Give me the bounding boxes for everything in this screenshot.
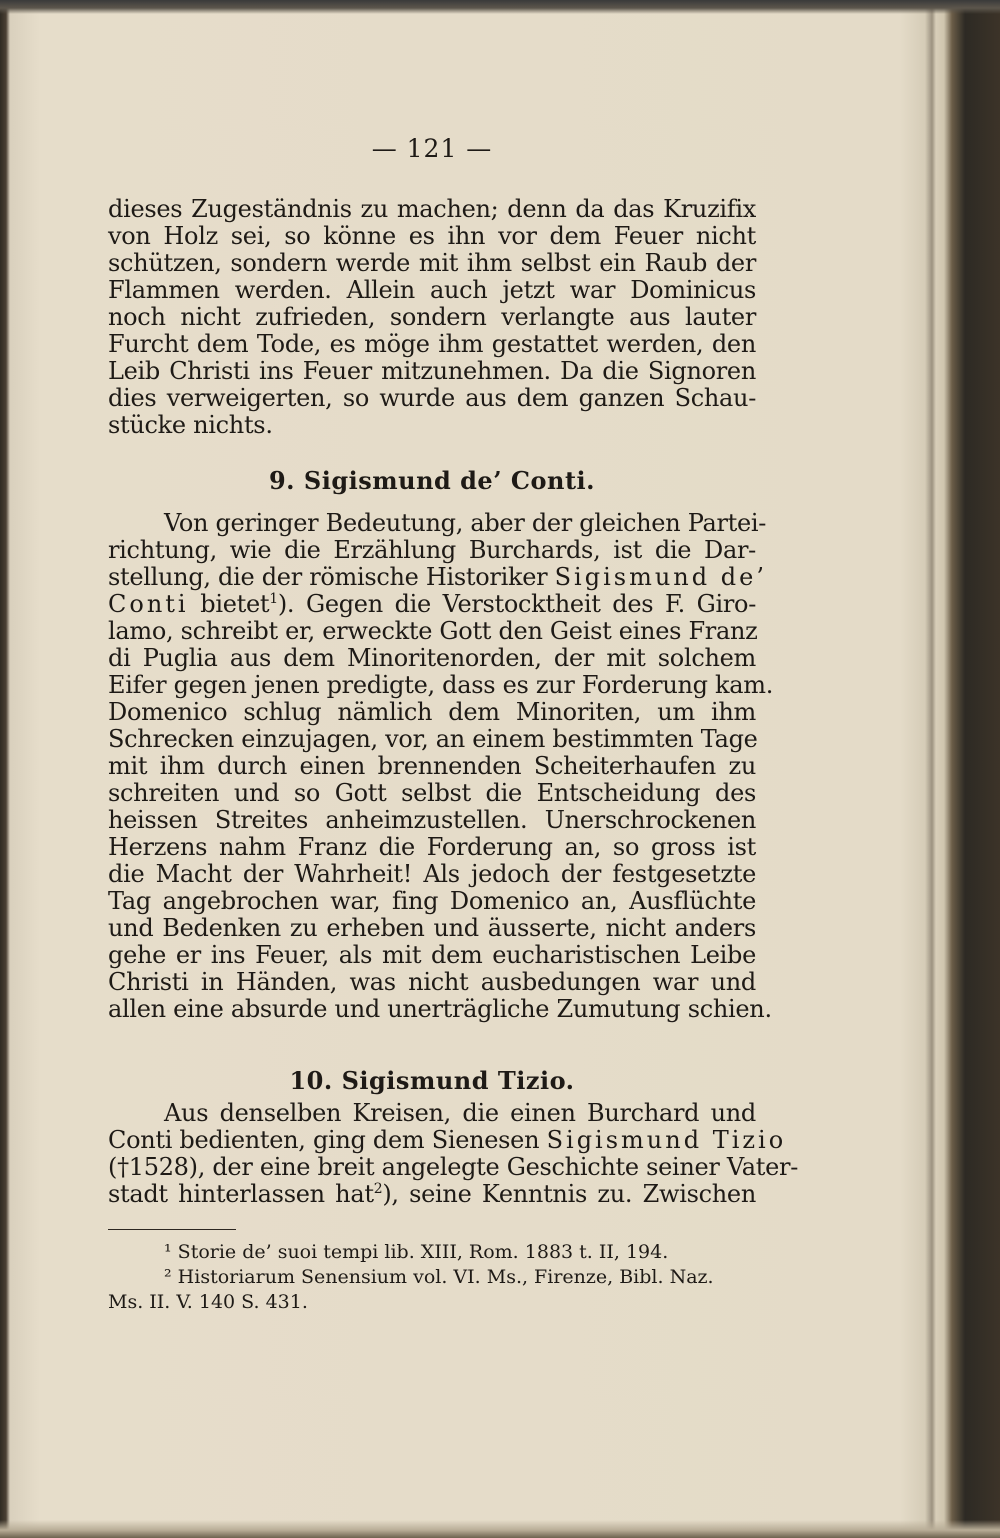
text-line xyxy=(108,1181,756,1208)
text-line: gehe er ins Feuer, als mit dem eucharistischen Leibe xyxy=(108,941,756,969)
text-line: Domenico schlug nämlich dem Minoriten, um ihm xyxy=(108,698,756,726)
text-run: ). Gegen die Verstocktheit des F. Giro- xyxy=(277,590,756,618)
footnote-text: Historiarum Senensium vol. VI. Ms., Firenze, Bibl. Naz. xyxy=(177,1266,714,1288)
footnote-divider xyxy=(108,1229,236,1230)
text-line: Flammen werden. Allein auch jetzt war Dominicus xyxy=(108,276,756,304)
text-line: Von geringer Bedeutung, aber der gleichen Partei- xyxy=(164,509,767,537)
spaced-name: Sigismund Tizio xyxy=(546,1126,787,1154)
text-line: lamo, schreibt er, erweckte Gott den Geist eines Franz xyxy=(108,617,758,645)
text-run: Conti bedienten, ging dem Sienesen xyxy=(108,1126,547,1154)
paragraph-tizio xyxy=(108,1099,799,1208)
text-run: stadt hinterlassen hat xyxy=(108,1180,374,1208)
text-line: Christi in Händen, was nicht ausbedungen war und xyxy=(108,968,756,996)
text-line: die Macht der Wahrheit! Als jedoch der festgesetzte xyxy=(108,860,756,888)
section-heading-9: 9. Sigismund de’ Conti. xyxy=(268,466,596,495)
footnote-mark: ² xyxy=(164,1266,172,1288)
text-line: (†1528), der eine breit angelegte Geschichte seiner Vater- xyxy=(108,1153,799,1181)
text-line: di Puglia aus dem Minoritenorden, der mit solchem xyxy=(108,644,756,672)
section-heading-10: 10. Sigismund Tizio. xyxy=(289,1066,575,1095)
page-top-edge xyxy=(0,0,1000,14)
text-line: richtung, wie die Erzählung Burchards, ist die Dar- xyxy=(108,536,756,564)
text-line: stücke nichts. xyxy=(108,411,273,439)
footnote-2 xyxy=(108,1265,756,1289)
text-line: dieses Zugeständnis zu machen; denn da das Kruzifix xyxy=(108,195,756,223)
text-line: mit ihm durch einen brennenden Scheiterhaufen zu xyxy=(108,752,756,780)
footnote-mark: ¹ xyxy=(164,1241,172,1263)
text-line: noch nicht zufrieden, sondern verlangte aus lauter xyxy=(108,303,756,331)
text-run: stellung, die der römische Historiker xyxy=(108,563,555,591)
text-line xyxy=(108,1126,787,1154)
page-bottom-edge xyxy=(0,1520,1000,1538)
text-line: heissen Streites anheimzustellen. Unerschrockenen xyxy=(108,806,756,834)
text-line xyxy=(108,591,756,618)
page-number: — 121 — xyxy=(371,134,493,163)
text-line: Eifer gegen jenen predigte, dass es zur Forderung kam. xyxy=(108,671,774,699)
footnote-2-continuation: Ms. II. V. 140 S. 431. xyxy=(108,1291,308,1313)
text-line: Schrecken einzujagen, vor, an einem bestimmten Tage xyxy=(108,725,758,753)
text-line xyxy=(108,563,767,591)
text-line: von Holz sei, so könne es ihn vor dem Feuer nicht xyxy=(108,222,756,250)
text-line: Tag angebrochen war, fing Domenico an, Ausflüchte xyxy=(108,887,756,915)
text-run: ), seine Kenntnis zu. Zwischen xyxy=(382,1180,756,1208)
spaced-name: Conti xyxy=(108,590,189,618)
text-line: und Bedenken zu erheben und äusserte, nicht anders xyxy=(108,914,756,942)
footnote-text: Storie de’ suoi tempi lib. XIII, Rom. 1883 t. II, 194. xyxy=(177,1241,669,1263)
text-line: Herzens nahm Franz die Forderung an, so gross ist xyxy=(108,833,756,861)
paragraph-conti xyxy=(108,509,774,1023)
text-line: Leib Christi ins Feuer mitzunehmen. Da die Signoren xyxy=(108,357,756,385)
text-run: bietet xyxy=(188,590,270,618)
text-line: Furcht dem Tode, es möge ihm gestattet werden, den xyxy=(108,330,756,358)
text-line: schützen, sondern werde mit ihm selbst ein Raub der xyxy=(108,249,756,277)
text-line: dies verweigerten, so wurde aus dem ganzen Schau- xyxy=(108,384,756,412)
footnote-ref-2: 2 xyxy=(373,1181,383,1197)
text-line: schreiten und so Gott selbst die Entscheidung des xyxy=(108,779,756,807)
spaced-name: Sigismund de’ xyxy=(554,563,767,591)
text-line: allen eine absurde und unerträgliche Zumutung schien. xyxy=(108,995,772,1023)
footnote-ref-1: 1 xyxy=(269,591,278,607)
paragraph-continuation xyxy=(108,196,756,439)
text-line: Aus denselben Kreisen, die einen Burchard und xyxy=(164,1099,756,1127)
footnote-1 xyxy=(108,1240,756,1264)
